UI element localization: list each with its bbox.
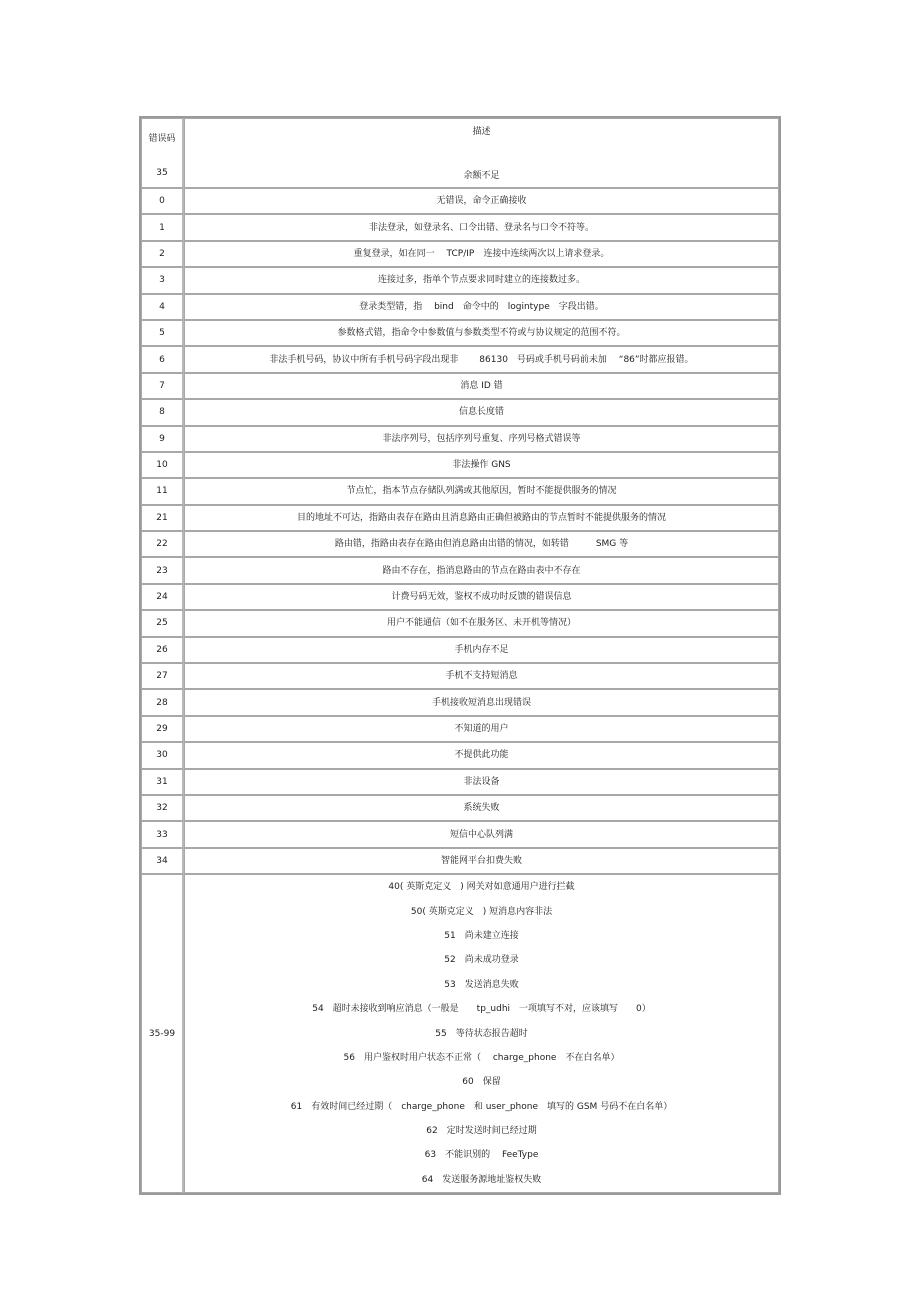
range-desc-line: 64 发送服务源地址鉴权失败 [421, 1174, 542, 1185]
header-code-cell [141, 118, 184, 188]
error-desc-cell: 非法手机号码，协议中所有手机号码字段出现非 86130 号码或手机号码前未加 “86”时都应报错。 [184, 346, 779, 372]
range-desc-line: 55 等待状态报告超时 [435, 1028, 528, 1039]
error-code-cell: 9 [141, 426, 184, 452]
error-desc-cell: 登录类型错，指 bind 命令中的 logintype 字段出错。 [184, 294, 779, 320]
error-desc-cell: 手机接收短消息出现错误 [184, 689, 779, 715]
error-code-cell: 25 [141, 610, 184, 636]
table-row [141, 795, 779, 821]
range-desc-cell [184, 874, 779, 1193]
error-desc-cell: 手机内存不足 [184, 637, 779, 663]
table-header-row [141, 118, 779, 188]
error-desc-cell: 节点忙，指本节点存储队列满或其他原因，暂时不能提供服务的情况 [184, 478, 779, 504]
table-row [141, 848, 779, 874]
error-desc-cell: 非法序列号，包括序列号重复、序列号格式错误等 [184, 426, 779, 452]
range-desc-line: 63 不能识别的 FeeType [424, 1150, 539, 1161]
header-code-value: 35 [156, 168, 168, 178]
range-code-cell: 35-99 [141, 874, 184, 1193]
error-desc-cell: 消息 ID 错 [184, 373, 779, 399]
error-desc-cell: 用户不能通信（如不在服务区、未开机等情况） [184, 610, 779, 636]
error-code-cell: 29 [141, 716, 184, 742]
error-code-cell: 3 [141, 267, 184, 293]
header-desc-label: 描述 [472, 126, 491, 137]
error-code-cell: 5 [141, 320, 184, 346]
error-code-cell: 32 [141, 795, 184, 821]
error-desc-cell: 手机不支持短消息 [184, 663, 779, 689]
table-row [141, 452, 779, 478]
table-row [141, 294, 779, 320]
table-row [141, 426, 779, 452]
table-row [141, 716, 779, 742]
table-row [141, 769, 779, 795]
table-row [141, 373, 779, 399]
range-desc-line: 40( 英斯克定义 ) 网关对如意通用户进行拦截 [388, 882, 575, 893]
table-row [141, 557, 779, 583]
error-code-cell: 2 [141, 241, 184, 267]
error-desc-cell: 系统失败 [184, 795, 779, 821]
table-row [141, 188, 779, 214]
range-desc-line: 56 用户鉴权时用户状态不正常（ charge_phone 不在白名单） [343, 1052, 620, 1063]
range-desc-line: 51 尚未建立连接 [444, 930, 519, 941]
range-desc-line: 50( 英斯克定义 ) 短消息内容非法 [410, 906, 553, 917]
error-code-cell: 11 [141, 478, 184, 504]
table-row [141, 637, 779, 663]
table-row [141, 346, 779, 372]
table-row [141, 478, 779, 504]
error-code-cell: 7 [141, 373, 184, 399]
error-desc-cell: 非法设备 [184, 769, 779, 795]
table-row [141, 742, 779, 768]
range-desc-line: 53 发送消息失败 [444, 979, 519, 990]
error-code-cell: 22 [141, 531, 184, 557]
error-desc-cell: 无错误，命令正确接收 [184, 188, 779, 214]
error-desc-cell: 路由不存在，指消息路由的节点在路由表中不存在 [184, 557, 779, 583]
error-code-cell: 10 [141, 452, 184, 478]
error-desc-cell: 信息长度错 [184, 399, 779, 425]
range-row [141, 874, 779, 1193]
table-row [141, 663, 779, 689]
error-code-cell: 6 [141, 346, 184, 372]
error-code-cell: 1 [141, 214, 184, 240]
error-code-cell: 24 [141, 584, 184, 610]
header-code-label: 错误码 [148, 134, 176, 144]
error-code-cell: 27 [141, 663, 184, 689]
error-code-cell: 26 [141, 637, 184, 663]
error-desc-cell: 非法操作 GNS [184, 452, 779, 478]
error-code-cell: 30 [141, 742, 184, 768]
header-desc-cell [184, 118, 779, 188]
error-code-cell: 23 [141, 557, 184, 583]
error-code-cell: 8 [141, 399, 184, 425]
table-row [141, 689, 779, 715]
range-desc-line: 62 定时发送时间已经过期 [426, 1126, 537, 1137]
range-desc-line: 61 有效时间已经过期（ charge_phone 和 user_phone 填写的 GSM 号码不在白名单） [290, 1101, 673, 1112]
table-row [141, 584, 779, 610]
error-desc-cell: 不提供此功能 [184, 742, 779, 768]
error-desc-cell: 重复登录，如在同一 TCP/IP 连接中连续两次以上请求登录。 [184, 241, 779, 267]
table-row [141, 241, 779, 267]
error-desc-cell: 连接过多，指单个节点要求同时建立的连接数过多。 [184, 267, 779, 293]
table-row [141, 214, 779, 240]
range-desc-line: 60 保留 [462, 1077, 501, 1088]
header-desc-value: 余额不足 [463, 170, 500, 181]
table-row [141, 531, 779, 557]
table-row [141, 399, 779, 425]
error-desc-cell: 目的地址不可达，指路由表存在路由且消息路由正确但被路由的节点暂时不能提供服务的情况 [184, 505, 779, 531]
error-code-document [139, 116, 781, 1195]
error-code-cell: 0 [141, 188, 184, 214]
error-desc-cell: 不知道的用户 [184, 716, 779, 742]
error-desc-cell: 智能网平台扣费失败 [184, 848, 779, 874]
error-desc-cell: 非法登录，如登录名、口令出错、登录名与口令不符等。 [184, 214, 779, 240]
table-row [141, 821, 779, 847]
error-code-cell: 4 [141, 294, 184, 320]
error-code-cell: 31 [141, 769, 184, 795]
range-desc-line: 52 尚未成功登录 [444, 955, 519, 966]
error-code-cell: 21 [141, 505, 184, 531]
error-desc-cell: 计费号码无效，鉴权不成功时反馈的错误信息 [184, 584, 779, 610]
table-row [141, 610, 779, 636]
range-desc-line: 54 超时未接收到响应消息（一般是 tp_udhi 一项填写不对，应该填写 0） [312, 1004, 651, 1015]
error-desc-cell: 路由错，指路由表存在路由但消息路由出错的情况，如转错 SMG 等 [184, 531, 779, 557]
error-code-table [139, 116, 781, 1195]
error-code-cell: 28 [141, 689, 184, 715]
error-desc-cell: 参数格式错，指命令中参数值与参数类型不符或与协议规定的范围不符。 [184, 320, 779, 346]
error-code-cell: 34 [141, 848, 184, 874]
error-code-cell: 33 [141, 821, 184, 847]
table-row [141, 505, 779, 531]
table-row [141, 320, 779, 346]
error-desc-cell: 短信中心队列满 [184, 821, 779, 847]
table-row [141, 267, 779, 293]
